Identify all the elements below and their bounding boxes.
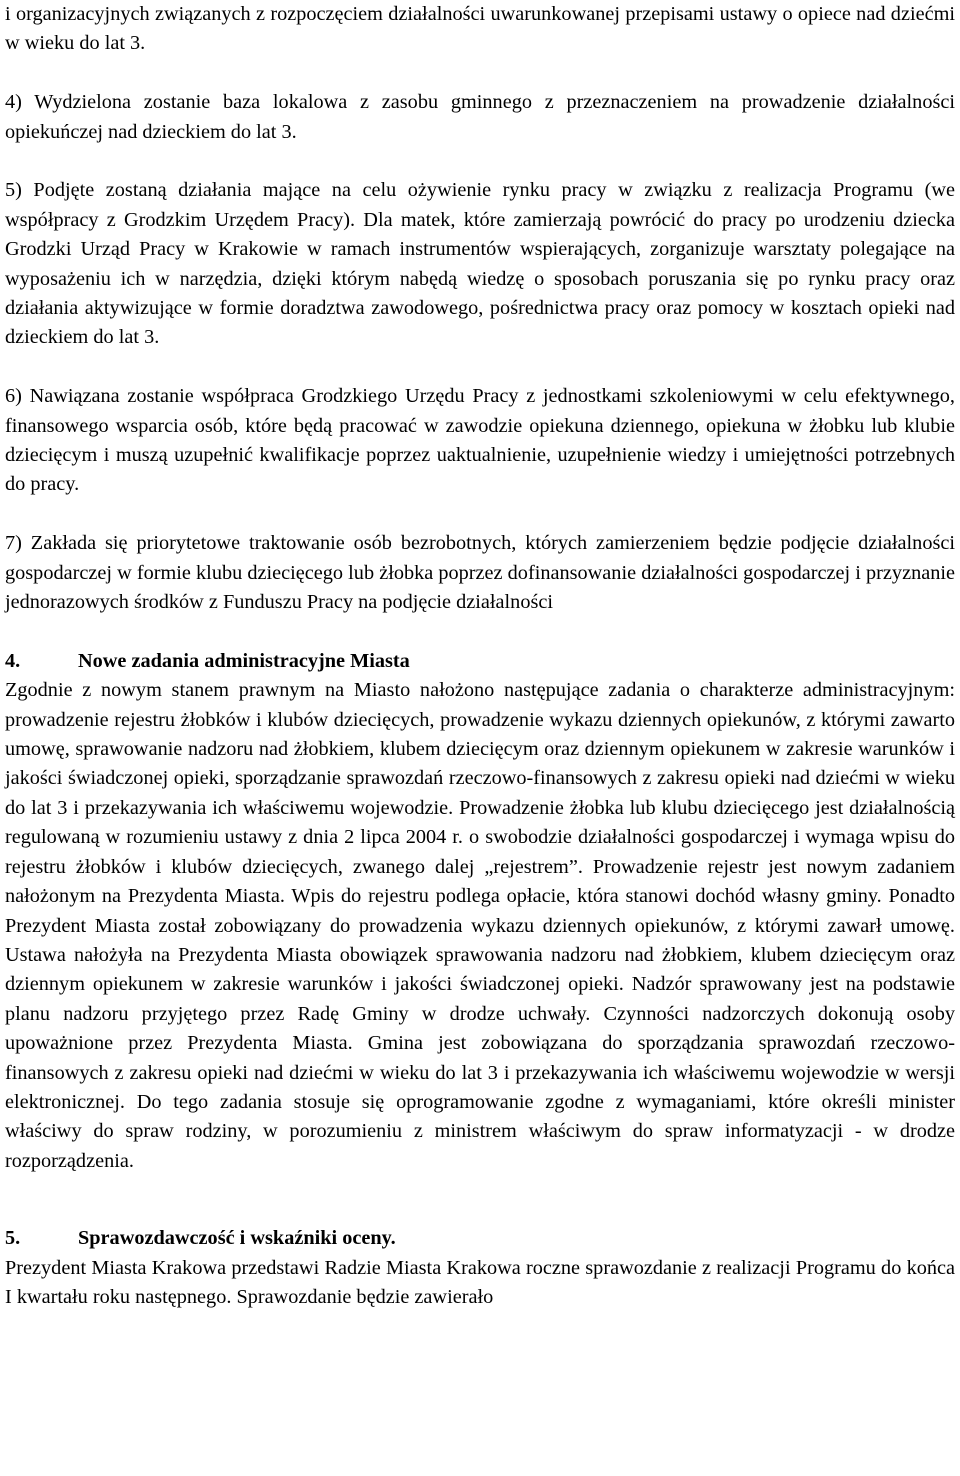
- section-5-heading: [5, 1224, 955, 1253]
- spacer: [5, 500, 955, 529]
- section-4-number: 4.: [5, 649, 21, 672]
- section-5-body: Prezydent Miasta Krakowa przedstawi Radzie Miasta Krakowa roczne sprawozdanie z realizacji Programu do końca I kwartału roku następnego. Sprawozdanie będzie zawierało: [5, 1256, 955, 1308]
- spacer: [5, 617, 955, 646]
- section-4-heading: [5, 647, 955, 676]
- section-5-number: 5.: [5, 1227, 21, 1250]
- spacer: [5, 59, 955, 88]
- section-5-title: Sprawozdawczość i wskaźniki oceny.: [78, 1227, 396, 1250]
- paragraph-item-5: 5) Podjęte zostaną działania mające na celu ożywienie rynku pracy w związku z realizacja Programu (we współpracy z Grodzkim Urzędem Pracy). Dla matek, które zamierzają powrócić do pracy po urodzeniu dziecka Grodzki Urząd Pracy w Krakowie w ramach instrumentów wspierających, zorganizuje warsztaty polegające na wyposażeniu ich w narzędzia, dzięki którym nabędą wiedzę o sposobach poruszania się po rynku pracy oraz działania aktywizujące w formie doradztwa zawodowego, pośrednictwa pracy oraz pomocy w kosztach opieki nad dzieckiem do lat 3.: [5, 179, 955, 349]
- document-page: [5, 0, 955, 1312]
- spacer: [5, 147, 955, 176]
- section-4-body: Zgodnie z nowym stanem prawnym na Miasto nałożono następujące zadania o charakterze administracyjnym: prowadzenie rejestru żłobków i klubów dziecięcych, prowadzenie wykazu dziennych opiekunów, z którymi zawarto umowę, sprawowanie nadzoru nad żłobkiem, klubem dziecięcym oraz dziennym opiekunem w zakresie warunków i jakości świadczonej opieki, sporządzanie sprawozdań rzeczowo-finansowych z zakresu opieki nad dziećmi w wieku do lat 3 i przekazywania ich właściwemu wojewodzie. Prowadzenie żłobka lub klubu dziecięcego jest działalnością regulowaną w rozumieniu ustawy z dnia 2 lipca 2004 r. o swobodzie działalności gospodarczej i wymaga wpisu do rejestru żłobków i klubów dziecięcych, zwanego dalej „rejestrem”. Prowadzenie rejestr jest nowym zadaniem nałożonym na Prezydenta Miasta. Wpis do rejestru podlega opłacie, która stanowi dochód własny gminy. Ponadto Prezydent Miasta został zobowiązany do prowadzenia wykazu dziennych opiekunów, z którymi zawarł umowę. Ustawa nałożyła na Prezydenta Miasta obowiązek sprawowania nadzoru nad żłobkiem, klubem dziecięcym oraz dziennym opiekunem w zakresie warunków i jakości świadczonej opieki. Nadzór sprawowany jest na podstawie planu nadzoru przyjętego przez Radę Gminy w drodze uchwały. Czynności nadzorczych dokonują osoby upoważnione przez Prezydenta Miasta. Gmina jest zobowiązana do sporządzania sprawozdań rzeczowo-finansowych z zakresu opieki nad dziećmi w wieku do lat 3 i przekazywania ich właściwemu wojewodzie w wersji elektronicznej. Do tego zadania stosuje się oprogramowanie zgodne z wymaganiami, które określi minister właściwy do spraw rodziny, w porozumieniu z ministrem właściwym do spraw informatyzacji - w drodze rozporządzenia.: [5, 679, 955, 1172]
- paragraph-continuation: i organizacyjnych związanych z rozpoczęciem działalności uwarunkowanej przepisami ustawy o opiece nad dziećmi w wieku do lat 3.: [5, 3, 955, 55]
- paragraph-item-6: 6) Nawiązana zostanie współpraca Grodzkiego Urzędu Pracy z jednostkami szkoleniowymi w celu efektywnego, finansowego wsparcia osób, które będą pracować w zawodzie opiekuna dziennego, opiekuna w żłobku lub klubie dziecięcym i muszą uzupełnić kwalifikacje poprzez uaktualnienie, uzupełnienie wiedzy i umiejętności potrzebnych do pracy.: [5, 385, 955, 496]
- spacer: [5, 1176, 955, 1224]
- paragraph-item-4: 4) Wydzielona zostanie baza lokalowa z zasobu gminnego z przeznaczeniem na prowadzenie działalności opiekuńczej nad dzieckiem do lat 3.: [5, 91, 955, 143]
- section-4-title: Nowe zadania administracyjne Miasta: [78, 649, 410, 672]
- spacer: [5, 353, 955, 382]
- paragraph-item-7: 7) Zakłada się priorytetowe traktowanie osób bezrobotnych, których zamierzeniem będzie podjęcie działalności gospodarczej w formie klubu dziecięcego lub żłobka poprzez dofinansowanie działalności gospodarczej i przyznanie jednorazowych środków z Funduszu Pracy na podjęcie działalności: [5, 532, 955, 614]
